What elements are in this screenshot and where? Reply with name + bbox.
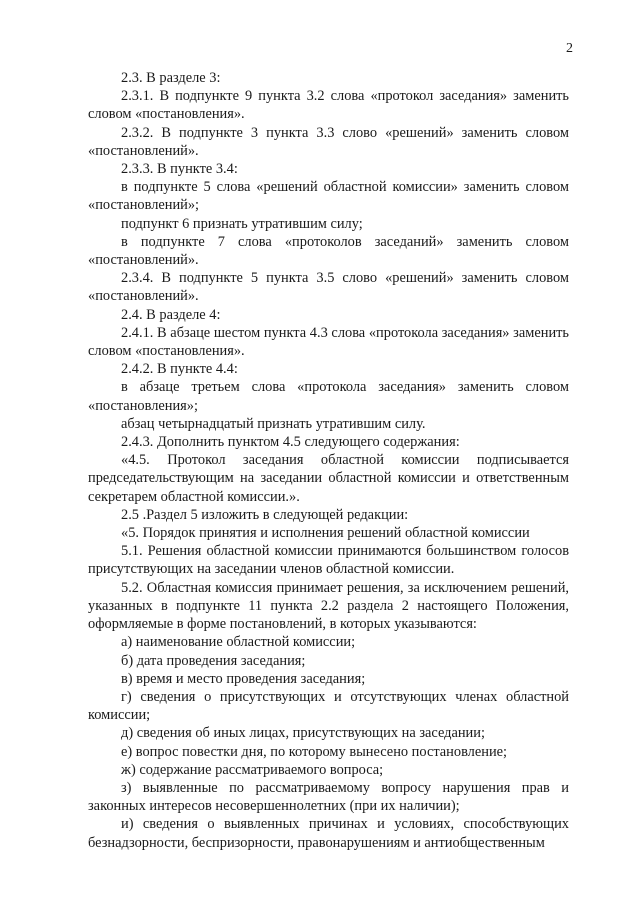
list-item-zh: ж) содержание рассматриваемого вопроса;	[121, 761, 384, 778]
paragraph-3-4-subpoint-7: в подпункте 7 слова «протоколов заседаний» заменить словом «постановлений».	[88, 233, 569, 269]
paragraph-2-3-2: 2.3.2. В подпункте 3 пункта 3.3 слово «решений» заменить словом «постановлений».	[88, 124, 569, 159]
page-number: 2	[566, 41, 573, 56]
document-body	[88, 69, 569, 852]
list-item-d: д) сведения об иных лицах, присутствующих на заседании;	[121, 725, 485, 742]
paragraph-2-4-2: 2.4.2. В пункте 4.4:	[121, 361, 238, 378]
list-item-a: а) наименование областной комиссии;	[121, 634, 356, 651]
paragraph-2-4-1: 2.4.1. В абзаце шестом пункта 4.3 слова «протокола заседания» заменить словом «постановления».	[88, 324, 569, 360]
paragraph-4-5-text: «4.5. Протокол заседания областной комиссии подписывается председательствующим на заседании областной комиссии и ответственным секретарем областной комиссии.».	[88, 452, 569, 505]
paragraph-2-3-3: 2.3.3. В пункте 3.4:	[121, 161, 238, 178]
list-item-g: г) сведения о присутствующих и отсутствующих членах областной комиссии;	[88, 688, 569, 724]
paragraph-2-5: 2.5 .Раздел 5 изложить в следующей редакции:	[121, 506, 409, 523]
section-5-heading: «5. Порядок принятия и исполнения решений областной комиссии	[121, 525, 530, 542]
list-item-v: в) время и место проведения заседания;	[121, 670, 366, 687]
paragraph-4-4-abzac-14: абзац четырнадцатый признать утратившим силу.	[121, 415, 426, 432]
paragraph-3-4-subpoint-6: подпункт 6 признать утратившим силу;	[121, 215, 363, 232]
paragraph-2-3: 2.3. В разделе 3:	[121, 70, 221, 86]
list-item-i: и) сведения о выявленных причинах и условиях, способствующих безнадзорности, беспризорности, правонарушениям и антиобщественным	[88, 816, 569, 851]
paragraph-4-4-abzac-3: в абзаце третьем слова «протокола заседания» заменить словом «постановления»;	[88, 379, 569, 414]
paragraph-2-3-4: 2.3.4. В подпункте 5 пункта 3.5 слово «решений» заменить словом «постановлений».	[88, 270, 569, 305]
paragraph-5-1: 5.1. Решения областной комиссии принимаются большинством голосов присутствующих на заседании членов областной комиссии.	[88, 543, 569, 578]
paragraph-2-3-1: 2.3.1. В подпункте 9 пункта 3.2 слова «протокол заседания» заменить словом «постановления».	[88, 88, 569, 123]
paragraph-5-2: 5.2. Областная комиссия принимает решения, за исключением решений, указанных в подпункте 11 пункта 2.2 раздела 2 настоящего Положения, оформляемые в форме постановлений, в которых указываются:	[88, 579, 569, 633]
list-item-b: б) дата проведения заседания;	[121, 652, 306, 669]
paragraph-3-4-subpoint-5: в подпункте 5 слова «решений областной комиссии» заменить словом «постановлений»;	[88, 179, 569, 214]
list-item-e: е) вопрос повестки дня, по которому вынесено постановление;	[121, 743, 508, 760]
paragraph-2-4-3: 2.4.3. Дополнить пунктом 4.5 следующего содержания:	[121, 434, 460, 451]
paragraph-2-4: 2.4. В разделе 4:	[121, 306, 221, 323]
list-item-z: з) выявленные по рассматриваемому вопросу нарушения прав и законных интересов несовершеннолетних (при их наличии);	[88, 779, 569, 815]
